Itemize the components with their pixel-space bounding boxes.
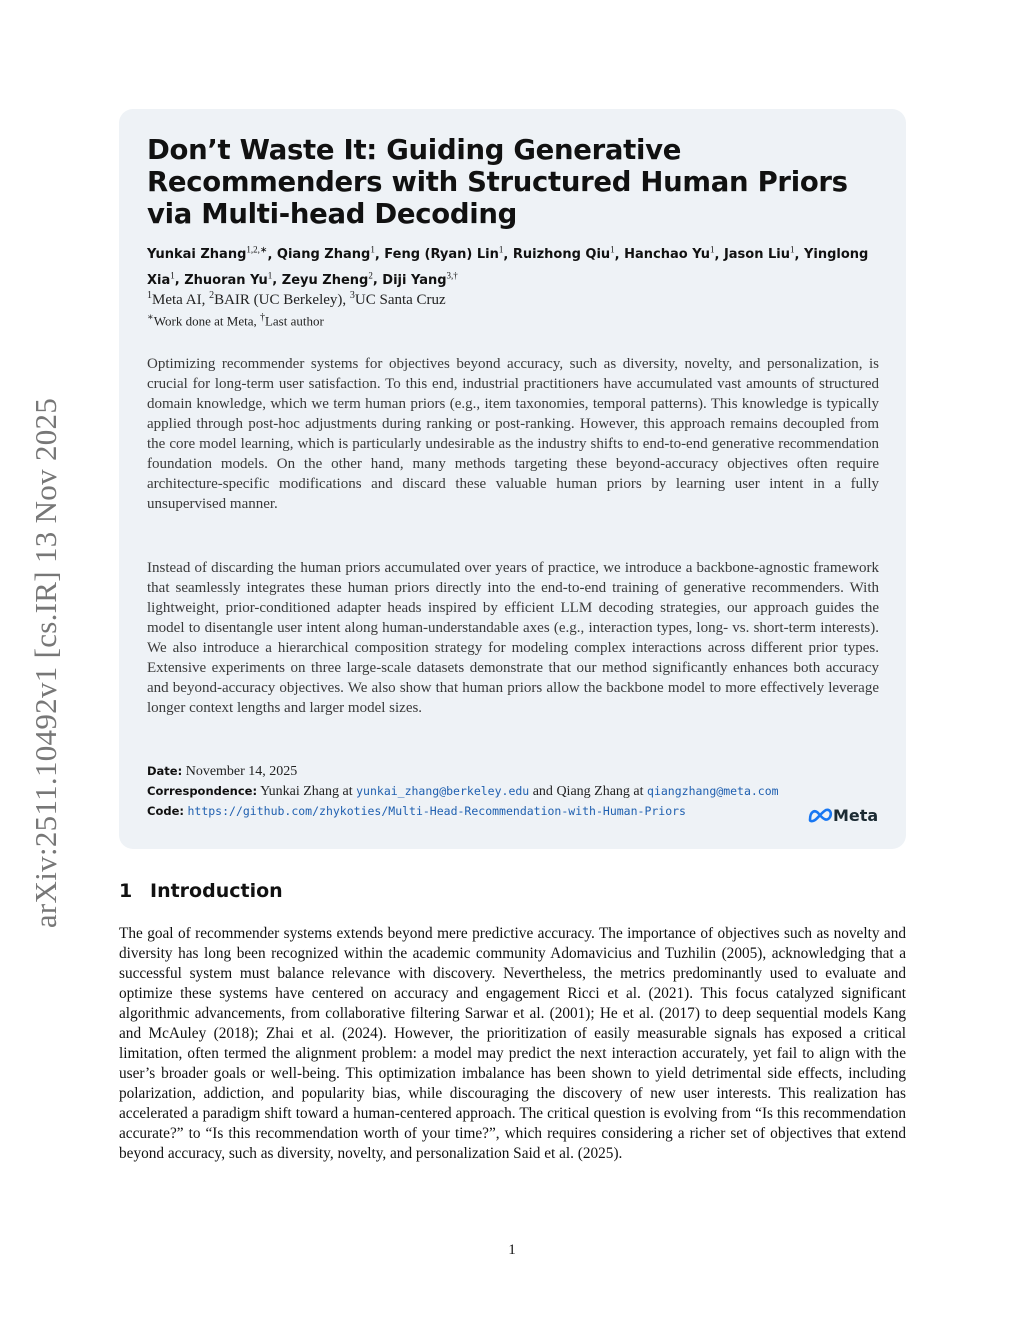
- author-notes: ∗Work done at Meta, †Last author: [147, 312, 324, 329]
- author: Zhuoran Yu$^1$: [184, 270, 273, 288]
- abstract-paragraph: Optimizing recommender systems for objectives beyond accuracy, such as diversity, novelty, and personalization, is crucial for long-term user satisfaction. To this end, industrial practitioners have accumulated vast amounts of structured domain knowledge, which we term human priors (e.g., item taxonomies, temporal patterns). This knowledge is typically applied through post-hoc adjustments during ranking or post-ranking. However, this approach remains decoupled from the core model learning, which is particularly undesirable as the industry shifts to end-to-end generative recommendation foundation models. On the other hand, many methods targeting these beyond-accuracy objectives often require architecture-specific modifications and discard these valuable human priors by learning user intent in a fully unsupervised manner.: [147, 356, 879, 512]
- affiliations: $^1$Meta AI, $^2$BAIR (UC Berkeley), $^3$UC Santa Cruz: [147, 290, 446, 308]
- meta-logo-icon: [806, 804, 880, 826]
- intro-paragraph: The goal of recommender systems extends beyond mere predictive accuracy. The importance of objectives such as novelty and diversity has long been recognized within the academic community Adomavicius and Tuzhilin (2005), acknowledging that a successful system must balance relevance with discovery. Nevertheless, the metrics predominantly used to evaluate and optimize these systems have centered on accuracy and engagement Ricci et al. (2021). This focus catalyzed significant algorithmic advancements, from collaborative filtering Sarwar et al. (2001); He et al. (2017) to deep sequential models Kang and McAuley (2018); Zhai et al. (2024). However, the prioritization of easily measurable signals has exposed a critical limitation, often termed the alignment problem: a model may predict the next interaction accurately, yet fail to align with the user’s broader goals or well-being. This optimization imbalance has been shown to yield detrimental side effects, including polarization, addiction, and popularity bias, while discouraging the discovery of new user interests. This realization has accelerated a paradigm shift toward a human-centered approach. The critical question is evolving from “Is this recommendation accurate?” to “Is this recommendation worth of your time?”, which requires considering a richer set of objectives that extend beyond accuracy, such as diversity, novelty, and personalization Said et al. (2025).: [119, 925, 906, 1162]
- arxiv-stamp: [22, 375, 70, 950]
- section-heading: 1 Introduction: [119, 880, 283, 902]
- email-link[interactable]: yunkai_zhang@berkeley.edu: [356, 784, 530, 798]
- arxiv-stamp-text: arXiv:2511.10492v1 [cs.IR] 13 Nov 2025: [28, 397, 63, 928]
- paper-title: Don’t Waste It: Guiding Generative Recommenders with Structured Human Priors via Multi-head Decoding: [147, 134, 848, 230]
- author: Ruizhong Qiu$^1$: [512, 245, 615, 263]
- author: Diji Yang$^{3,\dagger}$: [382, 270, 458, 288]
- author: Yunkai Zhang$^{1,2,∗}$: [147, 245, 268, 263]
- author-list: Yunkai Zhang$^{1,2,∗}$, Qiang Zhang$^1$, Feng (Ryan) Lin$^1$, Ruizhong Qiu$^1$, Hanchao Yu$^1$, Jason Liu$^1$, Yinglong Xia$^1$, Zhuoran Yu$^1$, Zeyu Zheng$^2$, Diji Yang$^{3,\dagger}$: [147, 245, 869, 288]
- email-link[interactable]: qiangzhang@meta.com: [647, 784, 779, 798]
- author: Hanchao Yu$^1$: [624, 245, 715, 263]
- meta-logo-text: Meta: [833, 806, 879, 825]
- author: Feng (Ryan) Lin$^1$: [384, 245, 504, 263]
- page-number: 1: [508, 1242, 516, 1258]
- author: Qiang Zhang$^1$: [276, 245, 375, 263]
- code-line: Code: https://github.com/zhykoties/Multi-Head-Recommendation-with-Human-Priors: [147, 804, 686, 818]
- correspondence-line: Correspondence: Yunkai Zhang at yunkai_zhang@berkeley.edu and Qiang Zhang at qiangzhang@meta.com: [147, 784, 779, 799]
- date-line: Date: November 14, 2025: [147, 764, 298, 779]
- author: Yinglong Xia$^1$: [147, 247, 869, 288]
- author: Zeyu Zheng$^2$: [281, 270, 373, 288]
- code-url-link[interactable]: https://github.com/zhykoties/Multi-Head-Recommendation-with-Human-Priors: [187, 804, 686, 818]
- author: Jason Liu$^1$: [723, 245, 795, 263]
- abstract-paragraph: Instead of discarding the human priors accumulated over years of practice, we introduce a backbone-agnostic framework that seamlessly integrates these human priors directly into the end-to-end training of generative recommenders. With lightweight, prior-conditioned adapter heads inspired by efficient LLM decoding strategies, our approach guides the model to disentangle user intent along human-understandable axes (e.g., interaction types, long- vs. short-term interests). We also introduce a hierarchical composition strategy for modeling complex interactions across different prior types. Extensive experiments on three large-scale datasets demonstrate that our method significantly enhances both accuracy and beyond-accuracy objectives. We also show that human priors allow the backbone model to more effectively leverage longer context lengths and larger model sizes.: [147, 560, 879, 716]
